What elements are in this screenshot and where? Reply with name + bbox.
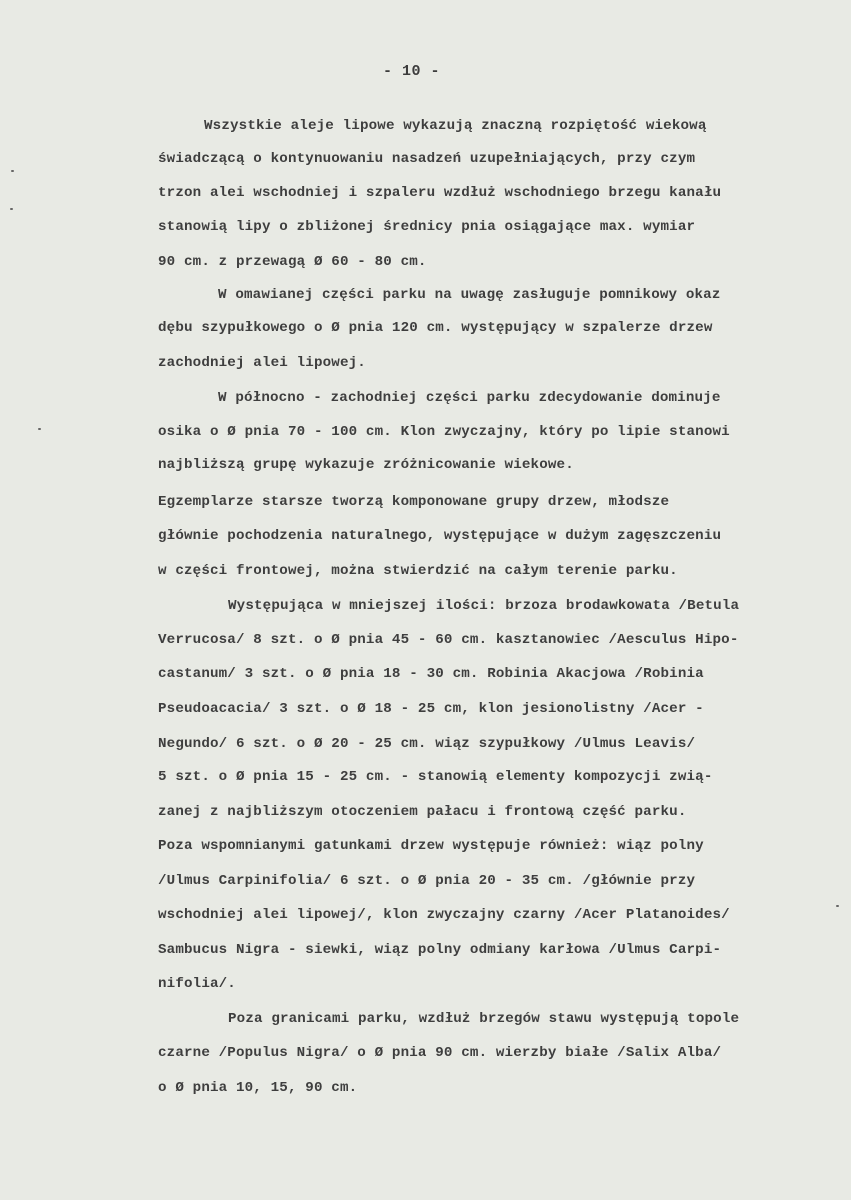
text-line: Pseudoacacia/ 3 szt. o Ø 18 - 25 cm, klon jesionolistny /Acer -	[158, 701, 704, 717]
text-line: zanej z najbliższym otoczeniem pałacu i frontową część parku.	[158, 804, 687, 820]
text-line: Poza wspomnianymi gatunkami drzew występuje również: wiąz polny	[158, 838, 704, 854]
page-number: - 10 -	[383, 63, 441, 80]
text-line: /Ulmus Carpinifolia/ 6 szt. o Ø pnia 20 - 35 cm. /głównie przy	[158, 873, 696, 889]
text-line: Negundo/ 6 szt. o Ø 20 - 25 cm. wiąz szypułkowy /Ulmus Leavis/	[158, 736, 696, 752]
text-line: osika o Ø pnia 70 - 100 cm. Klon zwyczajny, który po lipie stanowi	[158, 424, 730, 440]
text-line: wschodniej alei lipowej/, klon zwyczajny czarny /Acer Platanoides/	[158, 907, 730, 923]
text-line: Egzemplarze starsze tworzą komponowane grupy drzew, młodsze	[158, 494, 670, 510]
text-line: najbliższą grupę wykazuje zróżnicowanie wiekowe.	[158, 457, 574, 473]
text-line: o Ø pnia 10, 15, 90 cm.	[158, 1080, 358, 1096]
text-line: nifolia/.	[158, 976, 236, 992]
text-line: Wszystkie aleje lipowe wykazują znaczną rozpiętość wiekową	[204, 118, 707, 134]
text-line: świadczącą o kontynuowaniu nasadzeń uzupełniających, przy czym	[158, 151, 696, 167]
text-line: castanum/ 3 szt. o Ø pnia 18 - 30 cm. Robinia Akacjowa /Robinia	[158, 666, 704, 682]
text-line: Poza granicami parku, wzdłuż brzegów stawu występują topole	[228, 1011, 740, 1027]
text-line: Sambucus Nigra - siewki, wiąz polny odmiany karłowa /Ulmus Carpi-	[158, 942, 722, 958]
text-line: Występująca w mniejszej ilości: brzoza brodawkowata /Betula	[228, 598, 740, 614]
text-line: dębu szypułkowego o Ø pnia 120 cm. występujący w szpalerze drzew	[158, 320, 713, 336]
text-line: 90 cm. z przewagą Ø 60 - 80 cm.	[158, 254, 427, 270]
text-line: W omawianej części parku na uwagę zasługuje pomnikowy okaz	[218, 287, 721, 303]
text-line: 5 szt. o Ø pnia 15 - 25 cm. - stanowią elementy kompozycji zwią-	[158, 769, 713, 785]
text-line: zachodniej alei lipowej.	[158, 355, 366, 371]
text-line: w części frontowej, można stwierdzić na całym terenie parku.	[158, 563, 678, 579]
text-line: W północno - zachodniej części parku zdecydowanie dominuje	[218, 390, 721, 406]
text-line: trzon alei wschodniej i szpaleru wzdłuż wschodniego brzegu kanału	[158, 185, 722, 201]
text-line: głównie pochodzenia naturalnego, występujące w dużym zagęszczeniu	[158, 528, 722, 544]
text-line: stanowią lipy o zbliżonej średnicy pnia osiągające max. wymiar	[158, 219, 696, 235]
text-line: Verrucosa/ 8 szt. o Ø pnia 45 - 60 cm. kasztanowiec /Aesculus Hipo-	[158, 632, 739, 648]
text-line: czarne /Populus Nigra/ o Ø pnia 90 cm. wierzby białe /Salix Alba/	[158, 1045, 722, 1061]
